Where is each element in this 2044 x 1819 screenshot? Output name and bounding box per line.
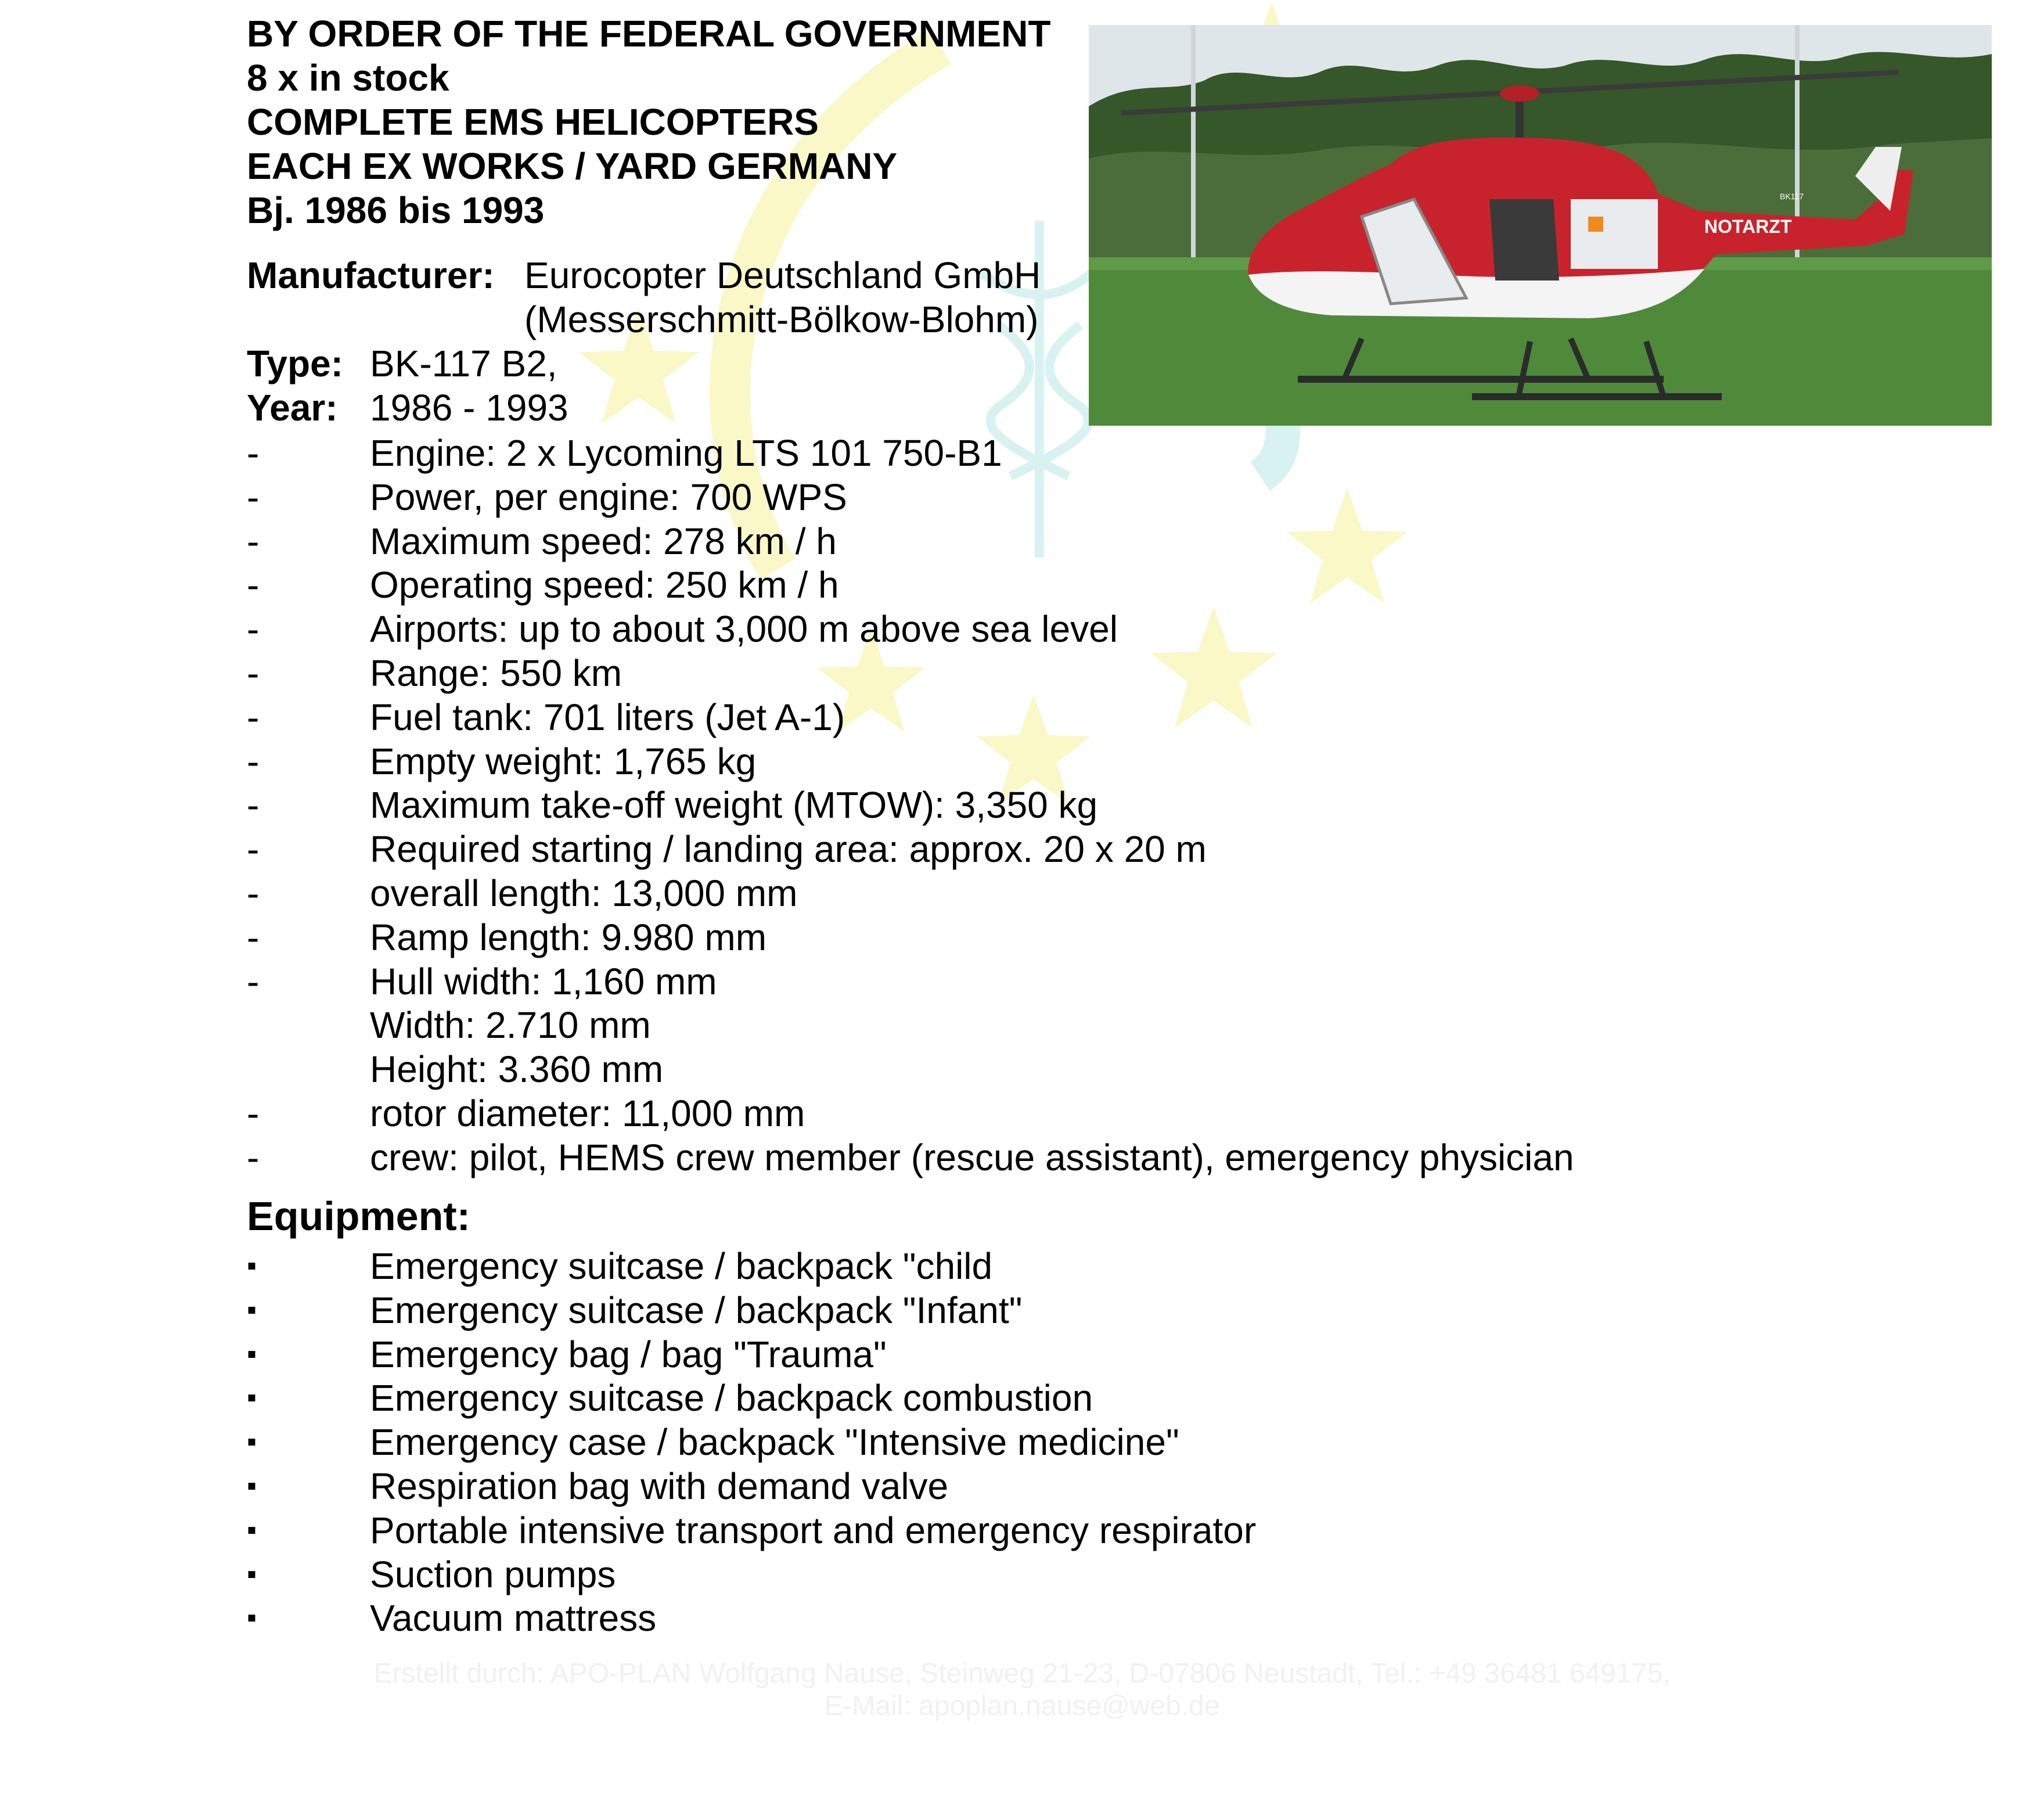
equipment-item (247, 1244, 1256, 1288)
year-label: Year: (247, 387, 338, 429)
spec-marker: - (247, 432, 260, 474)
page-footer (0, 1658, 2044, 1723)
type-field (247, 341, 557, 386)
helicopter-photo (1089, 25, 1992, 426)
equipment-item (247, 1464, 1256, 1508)
equipment-item (247, 1508, 1256, 1552)
equipment-title: Equipment: (247, 1194, 470, 1239)
equipment-item (247, 1332, 1256, 1376)
spec-marker: - (247, 1136, 260, 1178)
type-value: BK-117 B2, (370, 343, 557, 384)
spec-text: Width: 2.710 mm (370, 1004, 651, 1047)
spec-item (247, 519, 1574, 563)
bullet-icon: ▪ (247, 1250, 257, 1281)
spec-item (247, 431, 1574, 475)
spec-text: Empty weight: 1,765 kg (370, 740, 757, 782)
equipment-item (247, 1288, 1256, 1332)
footer-email: E-Mail: apoplan.nause@web.de (824, 1691, 1220, 1721)
spec-text: Airports: up to about 3,000 m above sea level (370, 608, 1118, 650)
bullet-icon: ▪ (247, 1338, 257, 1369)
spec-marker: - (247, 608, 260, 650)
spec-item (247, 959, 1574, 1004)
spec-item (247, 563, 1574, 607)
spec-text: Ramp length: 9.980 mm (370, 916, 766, 958)
spec-marker: - (247, 476, 260, 518)
heading-line: COMPLETE EMS HELICOPTERS (247, 101, 819, 143)
spec-item (247, 739, 1574, 783)
spec-item (247, 651, 1574, 695)
equipment-text: Portable intensive transport and emergency respirator (370, 1509, 1257, 1551)
manufacturer-label: Manufacturer: (247, 254, 495, 296)
spec-text: crew: pilot, HEMS crew member (rescue assistant), emergency physician (370, 1136, 1574, 1178)
tail-code-text: BK117 (1780, 192, 1804, 201)
year-field (247, 386, 568, 430)
equipment-text: Respiration bag with demand valve (370, 1465, 949, 1507)
bullet-icon: ▪ (247, 1558, 257, 1590)
spec-item (247, 871, 1574, 915)
spec-text: rotor diameter: 11,000 mm (370, 1092, 805, 1134)
heading-line: EACH EX WORKS / YARD GERMANY (247, 145, 898, 187)
spec-text: Operating speed: 250 km / h (370, 564, 839, 606)
bullet-icon: ▪ (247, 1514, 257, 1545)
spec-text: Fuel tank: 701 liters (Jet A-1) (370, 696, 845, 738)
equipment-text: Emergency suitcase / backpack "child (370, 1245, 993, 1287)
spec-marker: - (247, 872, 260, 914)
bullet-icon: ▪ (247, 1382, 257, 1414)
type-label: Type: (247, 343, 343, 384)
equipment-item (247, 1552, 1256, 1597)
spec-marker: - (247, 784, 260, 826)
equipment-text: Emergency suitcase / backpack "Infant" (370, 1289, 1023, 1331)
registration-text: NOTARZT (1704, 216, 1792, 237)
spec-text: Hull width: 1,160 mm (370, 960, 717, 1002)
spec-marker: - (247, 916, 260, 958)
spec-item (247, 1135, 1574, 1180)
spec-marker: - (247, 1092, 260, 1134)
spec-text: overall length: 13,000 mm (370, 872, 798, 914)
equipment-text: Vacuum mattress (370, 1597, 657, 1640)
heading-line: BY ORDER OF THE FEDERAL GOVERNMENT (247, 13, 1051, 55)
spec-text: Power, per engine: 700 WPS (370, 476, 847, 518)
equipment-text: Emergency case / backpack "Intensive medicine" (370, 1421, 1179, 1464)
manufacturer-field (247, 253, 1041, 297)
spec-item (247, 827, 1574, 871)
spec-text: Maximum take-off weight (MTOW): 3,350 kg (370, 784, 1098, 826)
spec-marker: - (247, 740, 260, 782)
bullet-icon: ▪ (247, 1602, 257, 1634)
spec-text: Height: 3.360 mm (370, 1048, 664, 1091)
equipment-list (247, 1244, 1256, 1640)
heading-line: Bj. 1986 bis 1993 (247, 189, 545, 231)
spec-item (247, 1047, 1574, 1091)
bullet-icon: ▪ (247, 1470, 257, 1501)
equipment-item (247, 1376, 1256, 1420)
spec-text: Maximum speed: 278 km / h (370, 520, 837, 562)
equipment-item (247, 1420, 1256, 1464)
spec-text: Engine: 2 x Lycoming LTS 101 750-B1 (370, 432, 1002, 474)
spec-marker: - (247, 564, 260, 606)
spec-marker: - (247, 828, 260, 871)
heading-line: 8 x in stock (247, 57, 449, 99)
equipment-item (247, 1596, 1256, 1640)
spec-item (247, 695, 1574, 739)
spec-item (247, 1003, 1574, 1047)
spec-item (247, 783, 1574, 827)
manufacturer-value-secondary: (Messerschmitt-Bölkow-Blohm) (524, 299, 1039, 340)
spec-marker: - (247, 652, 260, 694)
spec-text: Required starting / landing area: approx. 20 x 20 m (370, 828, 1207, 871)
spec-marker: - (247, 960, 260, 1002)
equipment-text: Suction pumps (370, 1553, 616, 1595)
equipment-text: Emergency bag / bag "Trauma" (370, 1333, 887, 1375)
bullet-icon: ▪ (247, 1426, 257, 1458)
year-value: 1986 - 1993 (370, 387, 568, 429)
spec-text: Range: 550 km (370, 652, 622, 694)
manufacturer-value: Eurocopter Deutschland GmbH (524, 254, 1041, 296)
spec-marker: - (247, 520, 260, 562)
offer-heading (247, 12, 1050, 232)
bullet-icon: ▪ (247, 1294, 257, 1325)
equipment-text: Emergency suitcase / backpack combustion (370, 1377, 1093, 1419)
spec-marker: - (247, 696, 260, 738)
spec-item (247, 1091, 1574, 1135)
spec-item (247, 915, 1574, 959)
spec-item (247, 475, 1574, 519)
spec-item (247, 607, 1574, 651)
footer-address: Erstellt durch: APO-PLAN Wolfgang Nause, Steinweg 21-23, D-07806 Neustadt, Tel.: +49 36481 649175, (373, 1658, 1671, 1689)
spec-list (247, 431, 1574, 1180)
